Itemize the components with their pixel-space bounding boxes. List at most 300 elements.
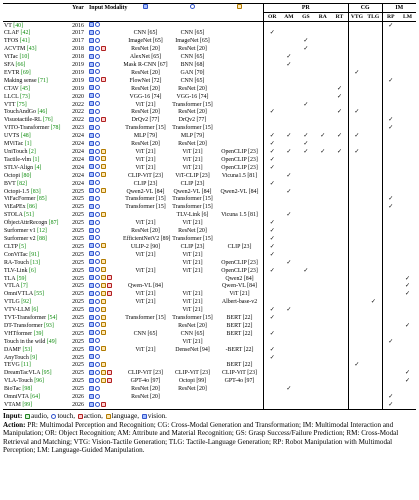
check-or: ✓	[264, 267, 281, 275]
year-cell: 2017	[72, 38, 84, 45]
method-ref[interactable]: [80]	[21, 172, 32, 179]
method-ref[interactable]: [40]	[13, 22, 24, 29]
method-cell	[3, 362, 68, 370]
method-ref[interactable]: [1]	[32, 156, 40, 163]
vision-encoder-cell: EfficientNetV2 [89]	[123, 235, 171, 242]
method-ref[interactable]: [7]	[20, 283, 28, 290]
method-ref[interactable]: [11]	[21, 362, 31, 369]
table-row	[3, 38, 416, 46]
method-ref[interactable]: [83]	[30, 188, 41, 195]
method-name: BVT	[4, 180, 16, 187]
check-lm: ✓	[404, 322, 411, 329]
touch-icon	[95, 354, 100, 359]
check-gs	[297, 378, 314, 386]
check-vtg	[348, 322, 365, 330]
method-ref[interactable]: [71]	[38, 77, 48, 84]
check-gs	[297, 22, 314, 30]
modality-cell	[88, 38, 122, 46]
table-row	[3, 394, 416, 402]
check-tlg	[365, 251, 382, 259]
year-cell: 2020	[72, 93, 84, 100]
method-ref[interactable]: [85]	[36, 196, 47, 203]
method-ref[interactable]: [53]	[22, 346, 33, 353]
check-am	[280, 275, 297, 283]
check-rp: ✓	[382, 338, 399, 346]
method-ref[interactable]: [5]	[19, 243, 27, 250]
check-tlg	[365, 330, 382, 338]
check-rp	[382, 291, 399, 299]
table-row	[3, 291, 416, 299]
year-cell: 2022	[72, 117, 84, 124]
check-rt	[331, 188, 348, 196]
method-ref[interactable]: [2]	[28, 149, 36, 155]
check-tlg	[365, 204, 382, 212]
vision-encoder-cell: ViT [21]	[135, 101, 156, 108]
check-vtg: ✓	[348, 149, 365, 157]
check-gs	[297, 251, 314, 259]
method-ref[interactable]: [46]	[37, 109, 48, 116]
check-gs	[297, 164, 314, 172]
vision-icon	[89, 77, 94, 82]
check-or	[264, 362, 281, 370]
method-ref[interactable]: [95]	[41, 370, 52, 377]
year-cell: 2025	[72, 307, 84, 314]
method-ref[interactable]: [73]	[20, 93, 30, 100]
modality-cell	[88, 354, 122, 362]
year-cell: 2026	[72, 402, 84, 408]
vision-icon	[89, 54, 94, 59]
touch-icon	[95, 299, 100, 304]
method-ref[interactable]: [1]	[24, 141, 32, 148]
modality-icons	[89, 46, 106, 51]
method-ref[interactable]: [43]	[26, 46, 37, 53]
check-or	[264, 322, 281, 330]
check-tlg	[365, 188, 382, 196]
method-ref[interactable]: [6]	[28, 267, 36, 274]
year-cell: 2024	[72, 180, 84, 187]
method-cell	[3, 117, 68, 125]
vision-icon	[89, 125, 94, 130]
vision-encoder-cell	[122, 322, 169, 330]
method-ref[interactable]: [42]	[20, 30, 31, 37]
vision-icon	[89, 291, 94, 296]
check-rt	[331, 62, 348, 70]
touch-encoder-cell: ViT [21]	[182, 307, 203, 314]
check-rt	[331, 243, 348, 251]
vision-icon	[89, 22, 94, 27]
touch-encoder-cell: Qwen2-VL [84]	[173, 188, 212, 195]
language-icon	[101, 283, 106, 288]
modality-cell	[88, 307, 122, 315]
check-vtg	[348, 141, 365, 149]
modality-icons	[89, 338, 100, 343]
check-or	[264, 196, 281, 204]
check-lm	[399, 93, 416, 101]
modality-cell	[88, 370, 122, 378]
method-cell	[3, 180, 68, 188]
table-body	[3, 22, 416, 410]
col-modality-header: Input Modality	[89, 4, 128, 11]
vision-encoder-cell: ViT [21]	[135, 267, 156, 274]
language-encoder-cell: ViT [21]	[229, 291, 250, 298]
table-row	[3, 330, 416, 338]
method-ref[interactable]: [78]	[50, 125, 61, 132]
check-tlg: ✓	[370, 299, 376, 306]
method-ref[interactable]: [4]	[34, 164, 42, 171]
modality-cell	[88, 141, 122, 149]
vision-icon	[89, 322, 94, 327]
language-icon	[106, 414, 111, 419]
touch-encoder-cell: CLIP [23]	[180, 243, 205, 250]
check-rt	[331, 378, 348, 386]
check-gs	[297, 180, 314, 188]
language-encoder-cell	[216, 85, 264, 93]
table-row	[3, 196, 416, 204]
vision-encoder-cell	[122, 212, 169, 220]
modality-icons	[89, 77, 106, 82]
modality-icons	[89, 243, 106, 248]
language-encoder-cell	[216, 220, 264, 228]
vision-encoder-cell	[122, 338, 169, 346]
method-name: ObjectAttrRecogn	[4, 220, 48, 227]
method-ref[interactable]: [93]	[44, 322, 54, 329]
method-name: VTV-LLM	[4, 307, 30, 314]
check-gs	[297, 77, 314, 85]
method-ref[interactable]: [6]	[31, 307, 39, 314]
check-ra	[314, 370, 331, 378]
method-name: MViTac	[4, 141, 24, 148]
check-rt	[331, 267, 348, 275]
modality-cell	[88, 299, 122, 307]
vision-icon	[89, 330, 94, 335]
touch-encoder-cell: ViT [21]	[182, 291, 203, 298]
touch-icon	[95, 93, 100, 98]
year-cell: 2019	[72, 77, 84, 84]
action-icon	[101, 402, 106, 407]
language-icon	[101, 212, 106, 217]
vision-encoder-cell: CNN [65]	[133, 330, 158, 337]
check-rp	[382, 362, 399, 370]
touch-encoder-cell: ImageNet [65]	[175, 38, 210, 45]
check-or	[264, 101, 281, 109]
check-rp	[382, 172, 399, 180]
year-cell: 2025	[72, 212, 84, 219]
modality-cell	[88, 125, 122, 133]
check-or: ✓	[264, 307, 281, 315]
method-ref[interactable]: [98]	[22, 386, 33, 393]
touch-icon	[95, 117, 100, 122]
check-rp: ✓	[382, 117, 399, 125]
table-row	[3, 164, 416, 172]
language-encoder-cell: Vicuna 1.5 [81]	[221, 212, 258, 219]
method-cell	[3, 220, 68, 228]
check-or: ✓	[264, 220, 281, 228]
check-rp	[382, 38, 399, 46]
touch-icon	[95, 54, 100, 59]
check-lm	[399, 54, 416, 62]
modality-legend	[24, 412, 167, 420]
touch-encoder-cell: DrQv2 [77]	[178, 117, 207, 124]
check-am	[280, 283, 297, 291]
method-name: ACVTM	[4, 46, 26, 53]
check-rt	[331, 251, 348, 259]
touch-encoder-cell: CNN [65]	[180, 330, 205, 337]
method-ref[interactable]: [45]	[20, 85, 31, 92]
touch-encoder-cell: ViT [21]	[182, 259, 203, 266]
table-row	[3, 54, 416, 62]
check-gs	[297, 259, 314, 267]
modality-cell	[88, 30, 122, 38]
vision-encoder-cell: ViT [21]	[135, 220, 156, 227]
check-vtg	[348, 386, 365, 394]
vision-icon	[89, 180, 94, 185]
check-lm	[399, 338, 416, 346]
check-or	[264, 394, 281, 402]
method-cell	[3, 188, 68, 196]
method-ref[interactable]: [12]	[37, 228, 47, 235]
check-or	[264, 77, 281, 85]
check-ra	[314, 378, 331, 386]
check-am	[280, 346, 297, 354]
check-vtg	[348, 228, 365, 236]
check-or: ✓	[264, 243, 281, 251]
method-name: CLTP	[4, 243, 18, 250]
check-ra	[314, 117, 331, 125]
language-icon	[101, 315, 106, 320]
check-am	[280, 77, 297, 85]
check-vtg	[348, 299, 365, 307]
method-ref[interactable]: [96]	[34, 378, 45, 385]
method-ref[interactable]: [51]	[24, 212, 34, 219]
vision-icon	[89, 259, 94, 264]
method-ref[interactable]: [66]	[15, 62, 26, 69]
method-ref[interactable]: [64]	[30, 394, 41, 401]
vision-encoder-cell: ViT [21]	[135, 251, 156, 258]
check-tlg	[365, 235, 382, 243]
check-vtg	[348, 30, 365, 38]
year-cell: 2025	[72, 283, 84, 290]
modality-icons	[89, 133, 100, 138]
vision-encoder-cell: FlowNet [72]	[129, 77, 162, 84]
touch-encoder-cell: ViT [21]	[182, 164, 203, 171]
check-ra	[314, 243, 331, 251]
method-ref[interactable]: [88]	[37, 235, 47, 242]
check-rp	[382, 275, 399, 283]
check-lm: ✓	[404, 378, 411, 385]
audio-icon	[25, 414, 30, 419]
modality-icons	[89, 54, 100, 59]
check-ra	[314, 125, 331, 133]
modality-icons	[89, 299, 106, 304]
check-vtg	[348, 275, 365, 283]
vision-icon	[89, 251, 94, 256]
caption-input-label: Input:	[3, 412, 23, 421]
method-ref[interactable]: [76]	[42, 117, 53, 124]
table-row	[3, 149, 416, 157]
vision-icon	[89, 275, 94, 280]
year-cell: 2025	[72, 370, 84, 377]
check-tlg	[365, 101, 382, 109]
method-ref[interactable]: [69]	[20, 69, 31, 76]
check-rt	[331, 172, 348, 180]
method-ref[interactable]: [49]	[46, 338, 57, 345]
check-gs	[297, 69, 314, 77]
method-cell	[3, 299, 68, 307]
sub-rp: RP	[382, 13, 399, 22]
language-icon	[101, 330, 106, 335]
touch-icon	[95, 164, 100, 169]
check-or	[264, 402, 281, 410]
year-cell: 2019	[72, 85, 84, 92]
year-cell: 2022	[72, 109, 84, 116]
check-gs: ✓	[303, 46, 309, 53]
method-ref[interactable]: [10]	[19, 54, 30, 61]
language-icon	[101, 346, 106, 351]
method-ref[interactable]: [59]	[16, 275, 27, 282]
check-lm: ✓	[404, 275, 411, 282]
language-encoder-cell	[216, 101, 264, 109]
table-row	[3, 378, 416, 386]
check-ra	[314, 322, 331, 330]
check-vtg	[348, 315, 365, 323]
vision-encoder-cell: Transformer [15]	[125, 204, 166, 211]
check-lm	[399, 259, 416, 267]
check-gs	[297, 109, 314, 117]
check-rt	[331, 291, 348, 299]
touch-encoder-cell: ResNet [20]	[178, 386, 207, 393]
check-gs	[297, 307, 314, 315]
method-ref[interactable]: [48]	[20, 133, 31, 140]
method-ref[interactable]: [86]	[27, 204, 37, 211]
check-rt	[331, 315, 348, 323]
check-or: ✓	[264, 228, 281, 236]
language-encoder-cell	[216, 196, 264, 204]
method-cell	[3, 54, 68, 62]
table-row	[3, 299, 416, 307]
method-ref[interactable]: [75]	[16, 101, 27, 108]
touch-icon	[95, 141, 100, 146]
check-ra	[314, 338, 331, 346]
modality-cell	[88, 156, 122, 164]
method-ref[interactable]: [87]	[48, 220, 59, 227]
touch-icon	[95, 338, 100, 343]
check-vtg	[348, 156, 365, 164]
language-encoder-cell	[216, 30, 264, 38]
check-vtg	[348, 22, 365, 30]
check-tlg	[365, 338, 382, 346]
check-lm	[399, 117, 416, 125]
method-name: AnyTouch	[4, 354, 29, 361]
modality-icons	[89, 259, 106, 264]
check-vtg	[348, 291, 365, 299]
touch-icon	[95, 275, 100, 280]
method-cell	[3, 243, 68, 251]
touch-encoder-cell	[169, 275, 216, 283]
check-gs	[297, 125, 314, 133]
touch-icon	[95, 180, 100, 185]
check-tlg	[365, 275, 382, 283]
method-ref[interactable]: [13]	[30, 259, 41, 266]
check-gs	[297, 291, 314, 299]
check-am: ✓	[286, 149, 292, 155]
modality-cell	[88, 164, 122, 172]
check-rt	[331, 77, 348, 85]
check-vtg	[348, 85, 365, 93]
check-rp	[382, 307, 399, 315]
check-gs	[297, 228, 314, 236]
year-cell: 2023	[72, 125, 84, 132]
col-method-header	[3, 4, 68, 13]
method-ref[interactable]: [55]	[34, 291, 45, 298]
language-icon	[237, 4, 242, 9]
vision-icon	[89, 283, 94, 288]
check-am	[280, 235, 297, 243]
check-rp	[382, 101, 399, 109]
check-tlg	[365, 133, 382, 141]
action-icon	[78, 414, 83, 419]
check-tlg	[365, 196, 382, 204]
check-tlg	[365, 291, 382, 299]
check-rp	[382, 378, 399, 386]
vision-icon	[89, 362, 94, 367]
method-name: TVT-Transformer	[4, 315, 47, 322]
legend-label: language,	[111, 412, 140, 421]
method-name: DT-Transformer	[4, 322, 43, 329]
method-ref[interactable]: [9]	[30, 354, 38, 361]
check-vtg	[348, 54, 365, 62]
language-icon	[101, 362, 106, 367]
vision-encoder-cell: ResNet [20]	[131, 85, 160, 92]
method-ref[interactable]: [39]	[33, 330, 44, 337]
check-am	[280, 243, 297, 251]
method-ref[interactable]: [92]	[21, 299, 32, 306]
vision-encoder-cell	[122, 275, 169, 283]
method-ref[interactable]: [91]	[29, 251, 40, 258]
check-am	[280, 402, 297, 410]
group-im-header: IM	[382, 4, 416, 13]
year-cell: 2025	[72, 378, 84, 385]
method-ref[interactable]: [82]	[17, 180, 27, 187]
check-rt	[331, 235, 348, 243]
modality-cell	[88, 251, 122, 259]
method-ref[interactable]: [54]	[47, 315, 58, 322]
modality-icons	[89, 386, 100, 391]
check-ra	[314, 101, 331, 109]
vision-encoder-cell: Qwen2-VL [84]	[126, 188, 165, 195]
method-ref[interactable]: [41]	[19, 38, 30, 45]
check-ra	[314, 164, 331, 172]
check-ra	[314, 330, 331, 338]
method-ref[interactable]: [99]	[22, 402, 33, 408]
touch-icon	[95, 386, 100, 391]
check-am	[280, 315, 297, 323]
table-row	[3, 212, 416, 220]
check-rt	[331, 228, 348, 236]
language-icon	[101, 259, 106, 264]
check-ra	[314, 307, 331, 315]
touch-icon	[95, 62, 100, 67]
check-gs	[297, 402, 314, 410]
check-rt	[331, 117, 348, 125]
check-rp	[382, 259, 399, 267]
check-ra	[314, 93, 331, 101]
check-rp	[382, 69, 399, 77]
modality-icons	[89, 141, 100, 146]
check-am	[280, 267, 297, 275]
table-row	[3, 346, 416, 354]
check-tlg	[365, 283, 382, 291]
modality-icons	[89, 196, 100, 201]
